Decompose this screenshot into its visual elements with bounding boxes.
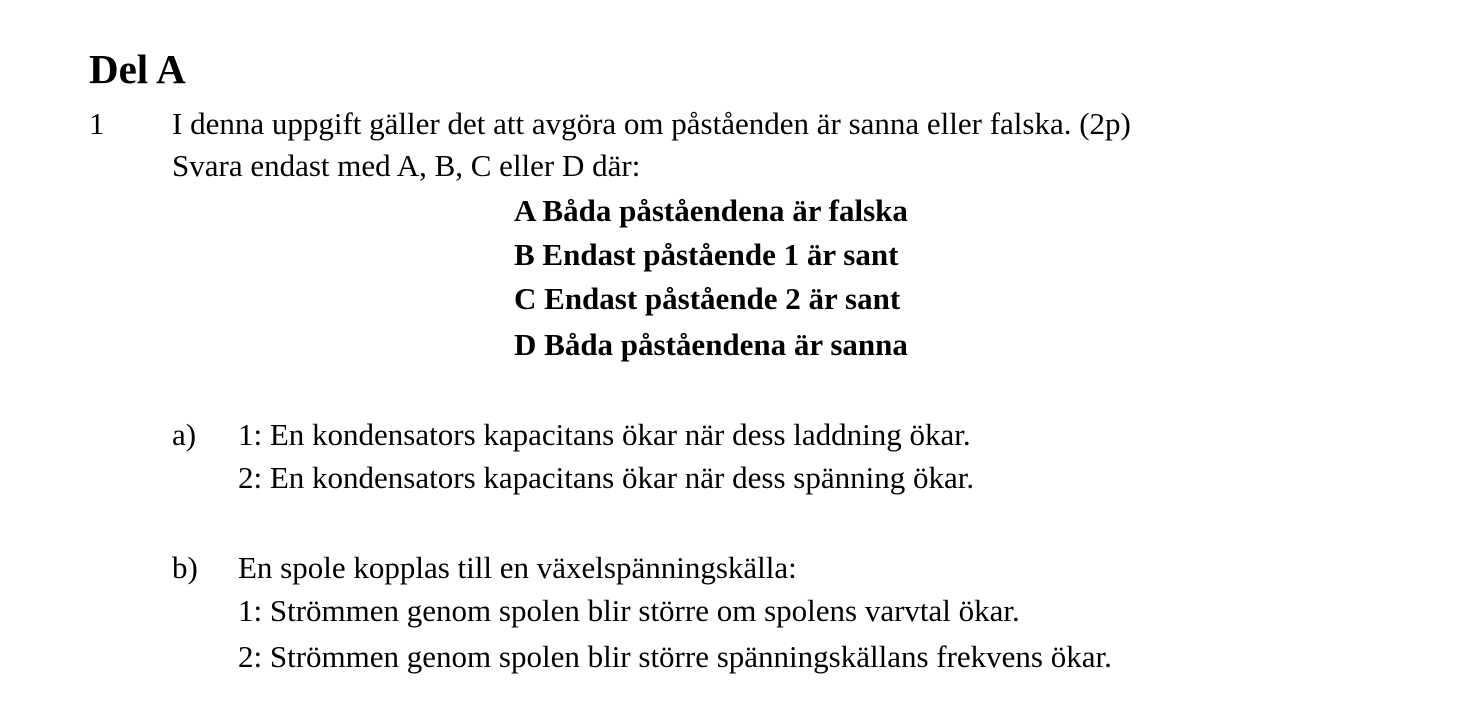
- option-c: C Endast påstående 2 är sant: [514, 281, 901, 316]
- question-intro: I denna uppgift gäller det att avgöra om påståenden är sanna eller falska. (2p): [172, 106, 1131, 141]
- option-b: B Endast påstående 1 är sant: [514, 237, 899, 272]
- part-b-intro: En spole kopplas till en växelspänningskälla:: [238, 550, 797, 585]
- question-number: 1: [89, 106, 105, 141]
- part-b-statement-2: 2: Strömmen genom spolen blir större spänningskällans frekvens ökar.: [238, 639, 1112, 674]
- option-d: D Båda påståendena är sanna: [514, 327, 908, 362]
- part-b-label: b): [172, 550, 198, 585]
- part-a-label: a): [172, 417, 197, 452]
- part-b-statement-1: 1: Strömmen genom spolen blir större om spolens varvtal ökar.: [238, 593, 1020, 628]
- part-a-statement-2: 2: En kondensators kapacitans ökar när dess spänning ökar.: [238, 460, 975, 495]
- section-title: Del A: [89, 46, 186, 92]
- question-instruction: Svara endast med A, B, C eller D där:: [172, 148, 641, 183]
- part-a-statement-1: 1: En kondensators kapacitans ökar när dess laddning ökar.: [238, 417, 971, 452]
- option-a: A Båda påståendena är falska: [514, 193, 908, 228]
